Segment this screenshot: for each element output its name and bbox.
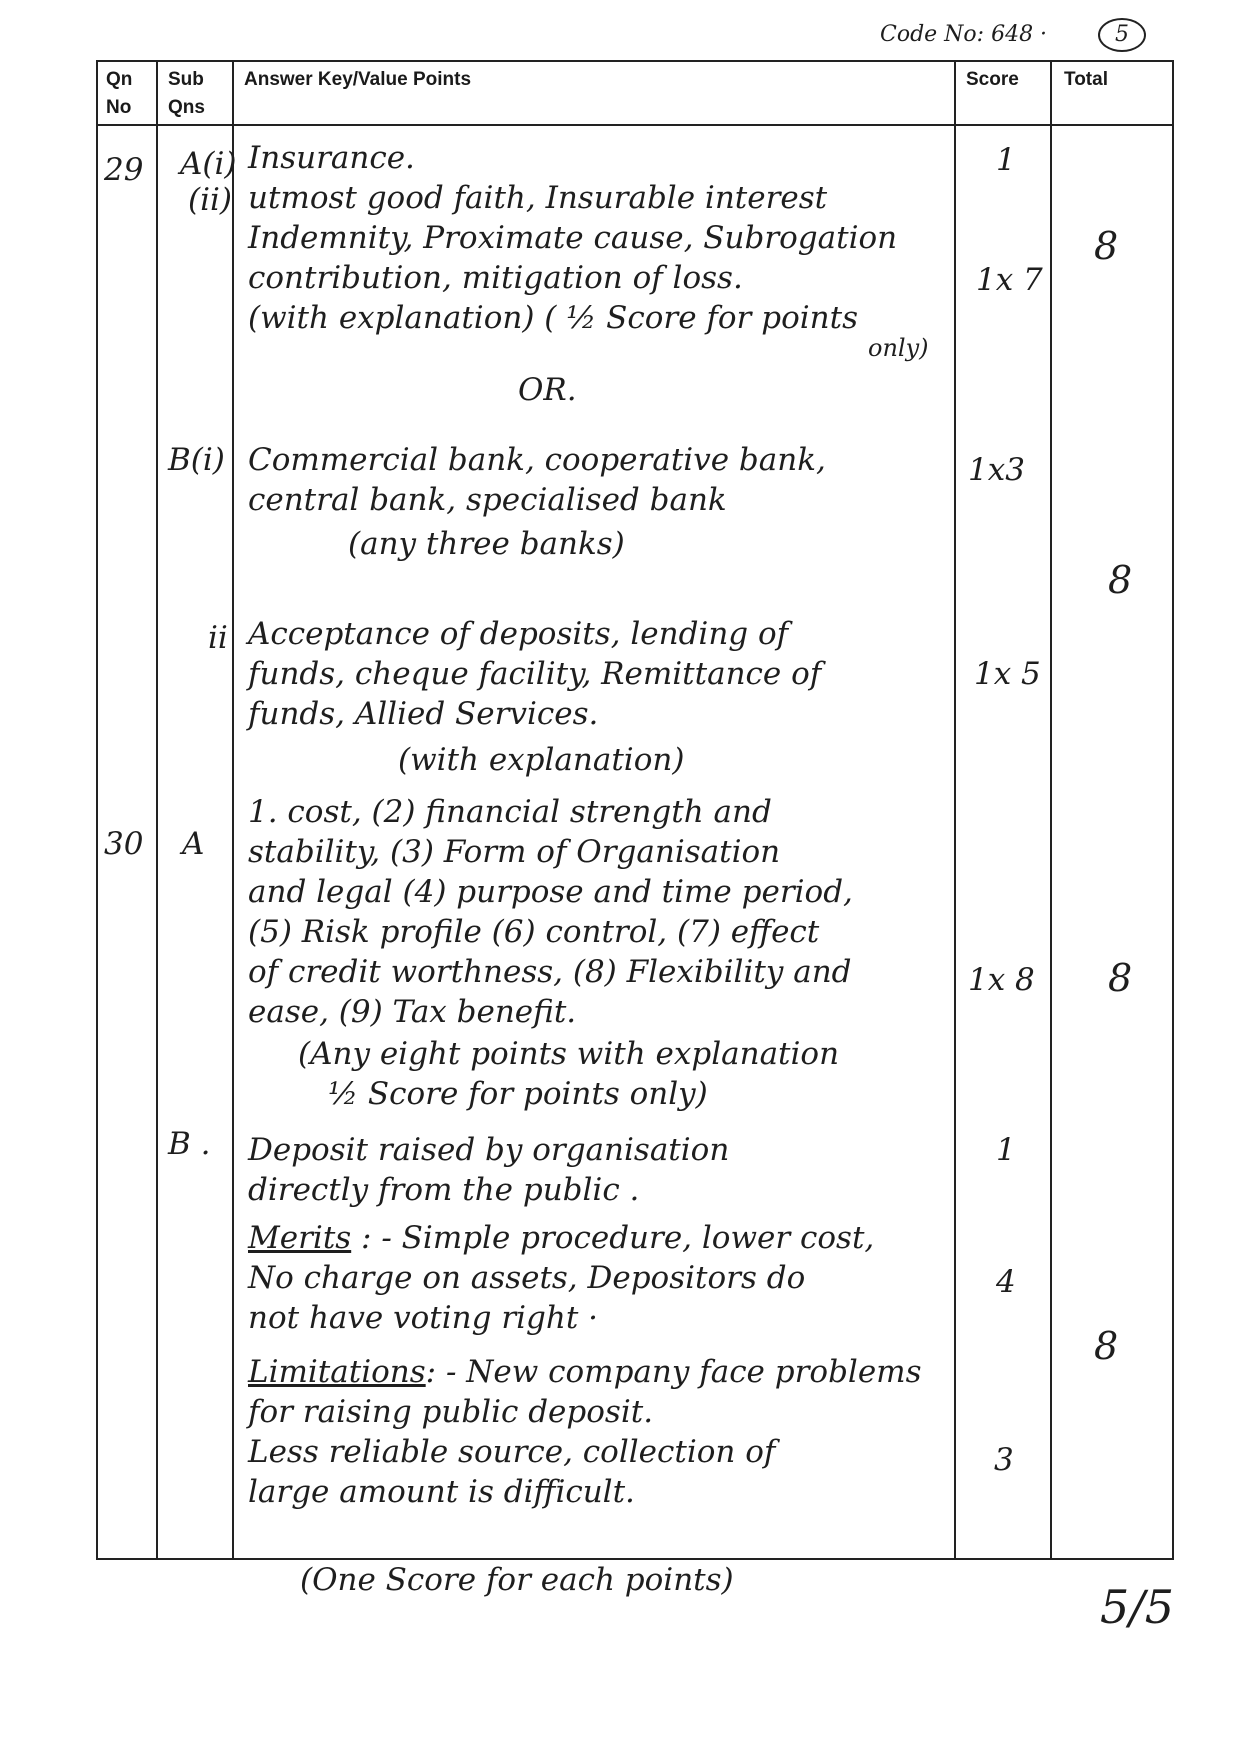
sub-question-label: A(i) bbox=[180, 146, 237, 182]
score-value: 1x 5 bbox=[974, 656, 1041, 692]
column-divider bbox=[954, 62, 956, 1558]
answer-line: Insurance. bbox=[248, 140, 415, 176]
total-value: 8 bbox=[1108, 956, 1133, 1000]
answer-line: of credit worthness, (8) Flexibility and bbox=[248, 954, 852, 990]
answer-line: funds, cheque facility, Remittance of bbox=[248, 656, 822, 692]
answer-line: (with explanation) ( ½ Score for points bbox=[248, 300, 858, 336]
answer-line: ½ Score for points only) bbox=[328, 1076, 708, 1112]
answer-line: contribution, mitigation of loss. bbox=[248, 260, 743, 296]
answer-line: Indemnity, Proximate cause, Subrogation bbox=[248, 220, 898, 256]
answer-line: Commercial bank, cooperative bank, bbox=[248, 442, 826, 478]
answer-line: Merits : - Simple procedure, lower cost, bbox=[248, 1220, 875, 1256]
answer-line: ease, (9) Tax benefit. bbox=[248, 994, 577, 1030]
or-separator: OR. bbox=[518, 372, 577, 408]
sub-question-label: B(i) bbox=[168, 442, 225, 478]
answer-line: large amount is difficult. bbox=[248, 1474, 635, 1510]
sub-question-label: ii bbox=[208, 620, 228, 656]
header-total: Total bbox=[1064, 69, 1108, 90]
score-value: 1 bbox=[996, 1132, 1016, 1168]
total-value: 8 bbox=[1108, 558, 1133, 602]
answer-line: Less reliable source, collection of bbox=[248, 1434, 776, 1470]
footnote: (One Score for each points) bbox=[300, 1562, 734, 1598]
total-value: 8 bbox=[1094, 1324, 1119, 1368]
answer-line: only) bbox=[868, 334, 929, 362]
answer-line: for raising public deposit. bbox=[248, 1394, 654, 1430]
question-number: 29 bbox=[104, 152, 144, 188]
answer-line: (any three banks) bbox=[348, 526, 625, 562]
score-value: 1x3 bbox=[968, 452, 1025, 488]
score-value: 1x 8 bbox=[968, 962, 1035, 998]
answer-line: 1. cost, (2) financial strength and bbox=[248, 794, 772, 830]
score-value: 1 bbox=[996, 142, 1016, 178]
answer-key-table bbox=[96, 60, 1174, 1560]
answer-line: Acceptance of deposits, lending of bbox=[248, 616, 789, 652]
column-divider bbox=[156, 62, 158, 1558]
score-value: 4 bbox=[996, 1264, 1016, 1300]
answer-line: (with explanation) bbox=[398, 742, 685, 778]
answer-line: (Any eight points with explanation bbox=[298, 1036, 840, 1072]
answer-line: central bank, specialised bank bbox=[248, 482, 727, 518]
header-sub-qns: Sub Qns bbox=[168, 69, 205, 118]
answer-line: utmost good faith, Insurable interest bbox=[248, 180, 828, 216]
score-value: 1x 7 bbox=[976, 262, 1043, 298]
answer-line: funds, Allied Services. bbox=[248, 696, 599, 732]
page-fraction: 5/5 bbox=[1100, 1580, 1175, 1634]
header-qn-no: Qn No bbox=[106, 69, 133, 118]
page-marker-circle: 5 bbox=[1098, 18, 1146, 52]
answer-line: stability, (3) Form of Organisation bbox=[248, 834, 781, 870]
answer-line: No charge on assets, Depositors do bbox=[248, 1260, 806, 1296]
header-divider bbox=[98, 124, 1172, 126]
answer-line: and legal (4) purpose and time period, bbox=[248, 874, 853, 910]
answer-line: Deposit raised by organisation bbox=[248, 1132, 730, 1168]
header-answer-key: Answer Key/Value Points bbox=[244, 69, 472, 90]
limitations-label: Limitations bbox=[248, 1354, 426, 1390]
answer-line: not have voting right · bbox=[248, 1300, 599, 1336]
sub-question-label: (ii) bbox=[188, 182, 233, 218]
total-value: 8 bbox=[1094, 224, 1119, 268]
column-divider bbox=[1050, 62, 1052, 1558]
question-number: 30 bbox=[104, 826, 144, 862]
header-score: Score bbox=[966, 69, 1019, 90]
answer-line: Limitations: - New company face problems bbox=[248, 1354, 922, 1390]
code-number: Code No: 648 · bbox=[880, 22, 1048, 47]
sub-question-label: B . bbox=[168, 1126, 211, 1162]
answer-line: (5) Risk profile (6) control, (7) effect bbox=[248, 914, 820, 950]
score-value: 3 bbox=[994, 1442, 1014, 1478]
column-divider bbox=[232, 62, 234, 1558]
merits-label: Merits bbox=[248, 1220, 352, 1256]
sub-question-label: A bbox=[182, 826, 205, 862]
answer-line: directly from the public . bbox=[248, 1172, 640, 1208]
